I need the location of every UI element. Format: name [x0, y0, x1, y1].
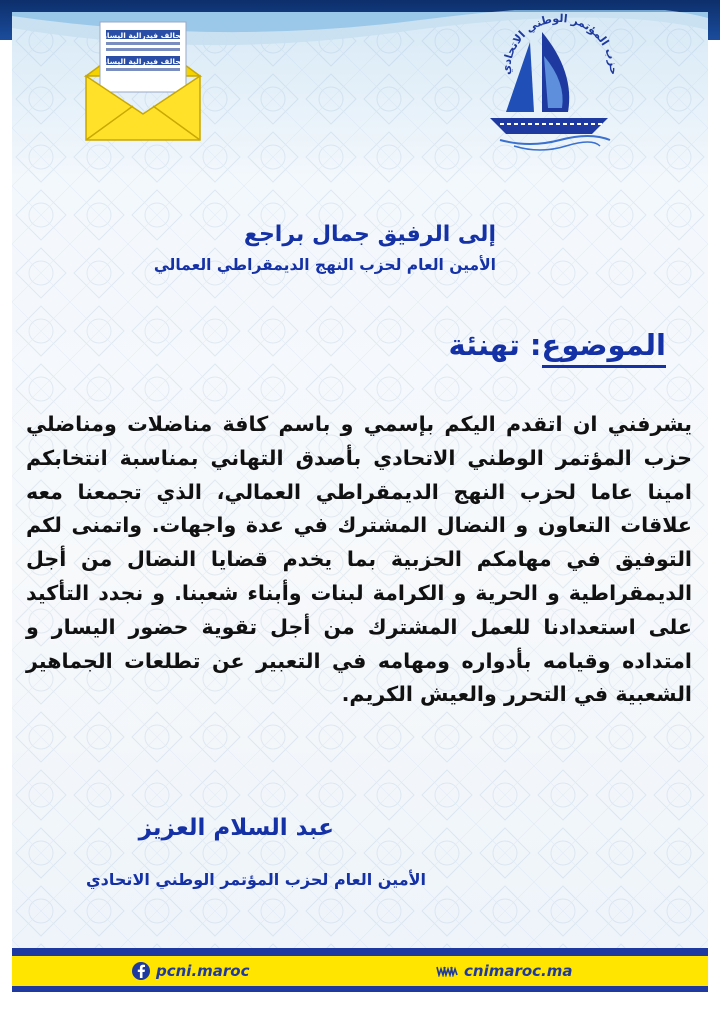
envelope-icon [78, 14, 208, 144]
letter-body: يشرفني ان اتقدم اليكم بإسمي و باسم كافة مناضلات ومناضلي حزب المؤتمر الوطني الاتحادي بأصدق التهاني بمناسبة انتخابكم امينا عاما لحزب النهج الديمقراطي العمالي، الذي تجمعنا معه علاقات التعاون و النضال المشترك في عدة واجهات. واتمنى لكم التوفيق في مهامكم الحزبية بما يخدم قضايا النضال من أجل الديمقراطية و الحرية و الكرامة لبنات وأبناء شعبنا. و نجدد التأكيد على استعدادنا للعمل المشترك من أجل تقوية حضور اليسار و امتداده وقيامه بأدواره ومهامه في التعبير عن تطلعات الجماهير الشعبية في التحرر والعيش الكريم. [26, 412, 692, 707]
website-link[interactable] [436, 958, 573, 984]
envelope-card-line-2: تحالف فيدرالية اليسار [102, 57, 184, 66]
footer-bar [12, 948, 708, 992]
website-url: cnimaroc.ma [464, 962, 573, 980]
facebook-icon [132, 962, 150, 980]
recipient-title: الأمين العام لحزب النهج الديمقراطي العمالي [153, 256, 496, 274]
signer-name: عبد السلام العزيز [138, 815, 334, 841]
signer-title: الأمين العام لحزب المؤتمر الوطني الاتحادي [86, 870, 426, 889]
www-icon [436, 964, 458, 978]
subject-line [336, 328, 666, 362]
subject-value: : تهنئة [448, 328, 542, 362]
bottom-margin [0, 992, 720, 1009]
footer-stripe-top [12, 948, 708, 956]
footer-stripe-yellow [12, 956, 708, 986]
recipient-name: إلى الرفيق جمال براجع [243, 222, 496, 247]
facebook-handle: pcni.maroc [156, 962, 250, 980]
envelope-card-line-1: تحالف فيدرالية اليسار [102, 31, 184, 40]
party-logo [470, 12, 630, 162]
facebook-link[interactable] [132, 958, 250, 984]
party-name-arc: حزب المؤتمر الوطني الاتحادي [499, 12, 621, 76]
subject-label: الموضوع [542, 328, 666, 368]
